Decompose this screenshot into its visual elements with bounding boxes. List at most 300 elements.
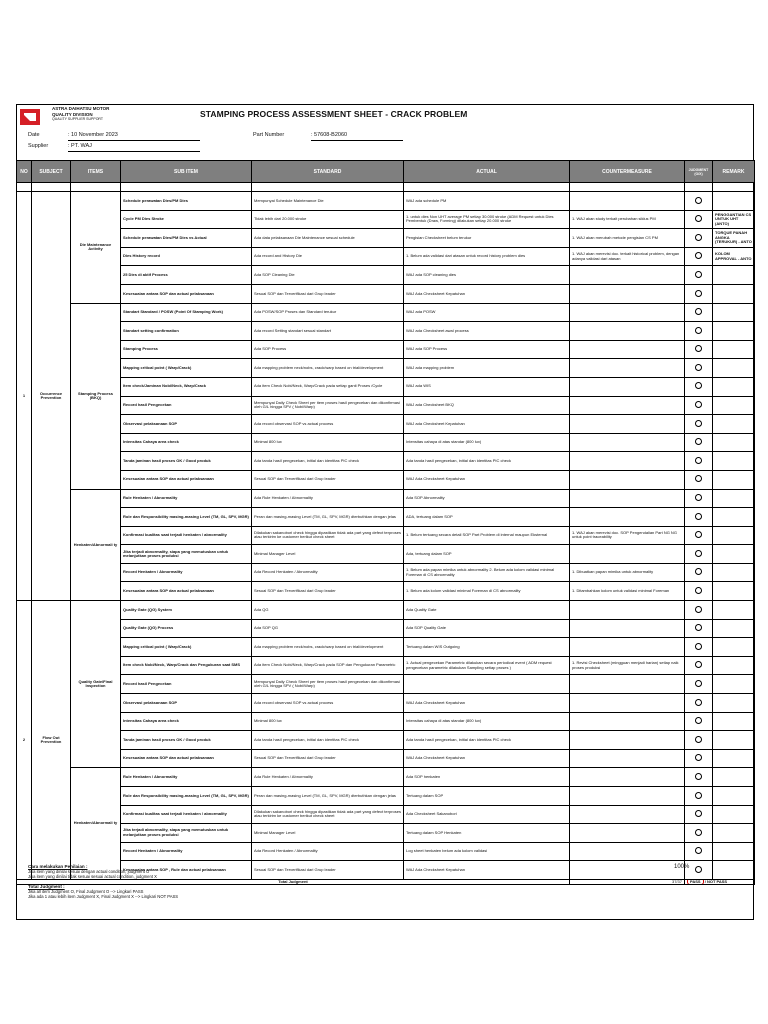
sub-item-cell: Tanda jaminan hasil proses OK / Good produk: [121, 452, 252, 471]
actual-cell: WAJ ada SOP cleaning dies: [404, 266, 570, 285]
table-row: [17, 377, 755, 396]
remark-cell: [713, 433, 755, 452]
countermeasure-cell: [570, 377, 685, 396]
standard-cell: Ada tanda hasil pengecekan, initial dan identitas PIC check: [252, 731, 404, 750]
countermeasure-cell: [570, 508, 685, 527]
standard-cell: Mempunyai Daily Check Sheet per item proses hasil pengecekan dan dikonfirmasi oleh G/L hingga SPV ( Nobi/Warp): [252, 675, 404, 694]
pass-separator: /: [703, 879, 707, 884]
total-judgment-label: Total Judgment: [17, 879, 570, 885]
actual-cell: 1. Actual pengecekan Parametric dilakukan secara periodical event ( ADM request pengecekan parametric dilakukan Sampling setiap proses ): [404, 656, 570, 675]
notes-line-2: Jika item yang dinilai tidak sesuai sesuai actual condition, judgment X: [28, 874, 157, 879]
total-score: 37/37: [570, 879, 685, 885]
col-subject: SUBJECT: [32, 161, 71, 183]
countermeasure-cell: [570, 303, 685, 322]
sub-item-cell: Role dan Responsibility masing-masing Level (TM, GL, SPV, MGR): [121, 508, 252, 527]
sub-item-cell: Kesesuaian antara SOP , Rule dan actual pelaksanaan: [121, 861, 252, 880]
countermeasure-cell: [570, 340, 685, 359]
judgment-circle-icon: [695, 866, 702, 873]
sub-item-cell: Standart setting confirmation: [121, 322, 252, 341]
remark-cell: [713, 805, 755, 824]
standard-cell: Ada data pelaksanaan Die Maintenance sesuai schedule: [252, 229, 404, 248]
judgment-circle-icon: [695, 197, 702, 204]
countermeasure-cell: 1. WAJ akan merevisi doc. SOP Pengendalian Part NG NG untuk point traceability: [570, 526, 685, 545]
remark-cell: [713, 377, 755, 396]
col-judgment: JUDGMENT (O/X): [685, 161, 713, 183]
countermeasure-cell: 1. WAJ akan merubah metode pengisian CS PM: [570, 229, 685, 248]
countermeasure-cell: [570, 359, 685, 378]
sub-item-cell: Jika terjadi abnormality, siapa yang memutuskan untuk melanjutkan proses produksi: [121, 545, 252, 564]
judgment-circle-icon: [695, 438, 702, 445]
table-row: [17, 470, 755, 489]
judgment-circle-icon: [695, 550, 702, 557]
standard-cell: Ada QG: [252, 601, 404, 620]
table-row: [17, 489, 755, 508]
judgment-cell: [685, 582, 713, 601]
company-section: QUALITY SUPPLIER SUPPORT: [52, 117, 104, 121]
table-row: [17, 303, 755, 322]
judgment-cell: [685, 415, 713, 434]
notes-total-title: Total Judgment :: [28, 884, 65, 889]
actual-cell: ADA, tertuang dalam SOP: [404, 508, 570, 527]
actual-cell: 1. Belum ada papan mimika untuk abnormality 2. Belum ada kolom validasi minimal Foreman di CS abnormality: [404, 563, 570, 582]
sub-item-cell: Kesesuaian antara SOP dan actual pelaksanaan: [121, 749, 252, 768]
judgment-circle-icon: [695, 531, 702, 538]
sub-item-cell: Rule Henkaten / Abnormality: [121, 768, 252, 787]
row-group-item: Henkaten/Abnormali ty: [71, 768, 121, 880]
pass-circled: PASS: [687, 879, 704, 885]
actual-cell: WAJ ada SOP Process: [404, 340, 570, 359]
col-no: NO: [17, 161, 32, 183]
judgment-circle-icon: [695, 680, 702, 687]
judgment-cell: [685, 359, 713, 378]
row-group-number: 2: [17, 601, 32, 880]
remark-cell: [713, 489, 755, 508]
countermeasure-cell: [570, 824, 685, 843]
judgment-cell: [685, 563, 713, 582]
standard-cell: Ada item Check Nobi/Neck, Warp/Crack pada SOP dan Pengukuran Parametric: [252, 656, 404, 675]
table-row: [17, 396, 755, 415]
sub-item-cell: Record Henkaten / Abnormality: [121, 563, 252, 582]
judgment-circle-icon: [695, 252, 702, 259]
standard-cell: Tidak lebih dari 20.000 stroke: [252, 210, 404, 229]
table-row: [17, 768, 755, 787]
judgment-cell: [685, 545, 713, 564]
part-number-value: : 57608-B2060: [311, 132, 348, 138]
sub-item-cell: Intensitas Cahaya area check: [121, 433, 252, 452]
judgment-circle-icon: [695, 606, 702, 613]
actual-cell: Ada, tertuang dalam SOP: [404, 545, 570, 564]
judgment-cell: [685, 508, 713, 527]
sub-item-cell: Kesesuaian antara SOP dan actual pelaksanaan: [121, 284, 252, 303]
actual-cell: Ada Quality Gate: [404, 601, 570, 620]
judgment-circle-icon: [695, 475, 702, 482]
sub-item-cell: Item check Nobi/Neck, Warp/Crack dan Pengukuran saat SMS: [121, 656, 252, 675]
remark-cell: PENGGANTIAN CS UNTUK UHT (ANTO): [713, 210, 755, 229]
table-row: [17, 322, 755, 341]
judgment-cell: [685, 712, 713, 731]
judgment-cell: [685, 824, 713, 843]
judgment-circle-icon: [695, 643, 702, 650]
notes-line-1: Jika item yang dinilai sesuai dengan actual condition, judgment O: [28, 869, 150, 874]
judgment-cell: [685, 638, 713, 657]
judgment-cell: [685, 303, 713, 322]
sub-item-cell: Observasi pelaksanaan SOP: [121, 694, 252, 713]
judgment-cell: [685, 210, 713, 229]
remark-cell: [713, 322, 755, 341]
remark-cell: TORQUE PANAH ANGKA (TERUKUR) - ANTO: [713, 229, 755, 248]
row-group-number: 1: [17, 192, 32, 601]
remark-cell: [713, 768, 755, 787]
table-body: [17, 192, 755, 880]
countermeasure-cell: [570, 266, 685, 285]
sub-item-cell: Schedule perawatan Dies/PM Dies vs Actual: [121, 229, 252, 248]
judgment-circle-icon: [695, 717, 702, 724]
remark-cell: KOLOM APPROVAL - ANTO: [713, 247, 755, 266]
standard-cell: Peran dan masing-masing Level (TM, GL, SPV, MGR) dterbuthkan dengan jelas: [252, 508, 404, 527]
actual-cell: WAJ Ada Checksheet Kepatuhan: [404, 694, 570, 713]
judgment-circle-icon: [695, 345, 702, 352]
table-row: [17, 415, 755, 434]
countermeasure-cell: [570, 192, 685, 211]
row-group-subject: Occurrence Prevention: [32, 192, 71, 601]
standard-cell: Sesuai SOP dan Terverifikasi dari Grup leader: [252, 284, 404, 303]
remark-cell: [713, 712, 755, 731]
sub-item-cell: Cycle PM Dies Stroke: [121, 210, 252, 229]
table-row: [17, 284, 755, 303]
judgment-cell: [685, 396, 713, 415]
remark-cell: [713, 340, 755, 359]
company-name: ASTRA DAIHATSU MOTOR: [52, 106, 110, 111]
judgment-cell: [685, 452, 713, 471]
countermeasure-cell: [570, 601, 685, 620]
judgment-cell: [685, 768, 713, 787]
actual-cell: WAJ ada WIS: [404, 377, 570, 396]
actual-cell: WAJ ada POSW: [404, 303, 570, 322]
actual-cell: Ada SOP henkaten: [404, 768, 570, 787]
sub-item-cell: Konfirmasi kualitas saat terjadi henkaten / abnormality: [121, 526, 252, 545]
countermeasure-cell: [570, 452, 685, 471]
judgment-cell: [685, 731, 713, 750]
table-row: [17, 712, 755, 731]
remark-cell: [713, 731, 755, 750]
actual-cell: Ada Checksheet Sakanobori: [404, 805, 570, 824]
actual-cell: 1. Belum ada validasi dari atasan untuk record history problem dies: [404, 247, 570, 266]
sub-item-cell: Konfirmasi kualitas saat terjadi henkaten / abnormality: [121, 805, 252, 824]
assessment-notes: [28, 864, 178, 899]
standard-cell: Ada record observasi SOP vs actual process: [252, 694, 404, 713]
judgment-circle-icon: [695, 568, 702, 575]
standard-cell: Ada mapping problem neck/nobs, crack/warp based on trial/development: [252, 359, 404, 378]
countermeasure-cell: [570, 694, 685, 713]
judgment-cell: [685, 805, 713, 824]
standard-cell: Ada record Setting standart sesuai standart: [252, 322, 404, 341]
part-number-row: [253, 132, 347, 138]
sub-item-cell: Tanda jaminan hasil proses OK / Good produk: [121, 731, 252, 750]
countermeasure-cell: [570, 396, 685, 415]
sub-item-cell: Kesesuaian antara SOP dan actual pelaksanaan: [121, 470, 252, 489]
judgment-circle-icon: [695, 513, 702, 520]
supplier-row: [28, 143, 92, 149]
actual-cell: WAJ Ada Checksheet Kepatuhan: [404, 470, 570, 489]
actual-cell: WAJ ada Checksheet Kepatuhan: [404, 415, 570, 434]
judgment-circle-icon: [695, 494, 702, 501]
judgment-circle-icon: [695, 364, 702, 371]
col-standard: STANDARD: [252, 161, 404, 183]
judgment-cell: [685, 284, 713, 303]
judgment-cell: [685, 229, 713, 248]
judgment-circle-icon: [695, 773, 702, 780]
standard-cell: Ada POSW/SOP Proses dan Standard terukur: [252, 303, 404, 322]
judgment-circle-icon: [695, 699, 702, 706]
date-underline: [68, 140, 200, 141]
judgment-cell: [685, 489, 713, 508]
remark-cell: [713, 508, 755, 527]
remark-cell: [713, 452, 755, 471]
judgment-circle-icon: [695, 271, 702, 278]
countermeasure-cell: [570, 805, 685, 824]
judgment-circle-icon: [695, 829, 702, 836]
standard-cell: Sesuai SOP dan Terverifikasi dari Grup leader: [252, 582, 404, 601]
judgment-circle-icon: [695, 401, 702, 408]
actual-cell: WAJ ada Checksheet BKQ: [404, 396, 570, 415]
remark-cell: [713, 619, 755, 638]
judgment-cell: [685, 433, 713, 452]
countermeasure-cell: 1. Revisi Checksheet (mingguan menjadi harian) setiap naik proses produksi: [570, 656, 685, 675]
standard-cell: Ada mapping problem neck/nobs, crack/warp based on trial/development: [252, 638, 404, 657]
row-group-item: Die Maintenance Activity: [71, 192, 121, 304]
actual-cell: Tertuang dalam SOP: [404, 787, 570, 806]
countermeasure-cell: [570, 675, 685, 694]
countermeasure-cell: 1. Ditambahkan kolom untuk validasi minimal Foreman: [570, 582, 685, 601]
remark-cell: [713, 582, 755, 601]
judgment-circle-icon: [695, 420, 702, 427]
remark-cell: [713, 545, 755, 564]
standard-cell: Ada Record Henkaten / Abnormality: [252, 563, 404, 582]
table-row: [17, 359, 755, 378]
part-number-label: Part Number: [253, 132, 285, 138]
remark-cell: [713, 563, 755, 582]
judgment-cell: [685, 749, 713, 768]
sub-item-cell: Jika terjadi abnormality, siapa yang memutuskan untuk melanjutkan proses produksi: [121, 824, 252, 843]
countermeasure-cell: [570, 638, 685, 657]
sub-item-cell: Stamping Process: [121, 340, 252, 359]
actual-cell: Log sheet henkaten belum ada kolom validasi: [404, 842, 570, 861]
countermeasure-cell: [570, 433, 685, 452]
actual-cell: Pengisian Checksheet belum terukur: [404, 229, 570, 248]
standard-cell: Ada record observasi SOP vs actual process: [252, 415, 404, 434]
countermeasure-cell: [570, 415, 685, 434]
actual-cell: 1. Belum ada kolom validasi minimal Foreman di CS abnormality: [404, 582, 570, 601]
table-row: [17, 805, 755, 824]
countermeasure-cell: 1. WAJ akan study terkait perubahan siklus PM: [570, 210, 685, 229]
company-division: QUALITY DIVISION: [52, 111, 93, 117]
judgment-cell: [685, 526, 713, 545]
countermeasure-cell: [570, 712, 685, 731]
notes-title: Cara melakukan Penilaian :: [28, 864, 88, 869]
sub-item-cell: Record hasil Pengecekan: [121, 675, 252, 694]
countermeasure-cell: [570, 861, 685, 880]
table-row: [17, 619, 755, 638]
standard-cell: Dilakukan sakanobori check hingga dipastikan tidak ada part yang defect terproses atau terkirim ke customer berikut check sheet: [252, 526, 404, 545]
judgment-cell: [685, 619, 713, 638]
remark-cell: [713, 675, 755, 694]
judgment-cell: [685, 694, 713, 713]
judgment-circle-icon: [695, 308, 702, 315]
remark-cell: [713, 470, 755, 489]
row-group-subject: Flow Out Prevention: [32, 601, 71, 880]
standard-cell: Dilakukan sakanobori check hingga dipastikan tidak ada part yang defect terproses atau terkirim ke customer berikut check sheet: [252, 805, 404, 824]
date-row: [28, 132, 118, 138]
actual-cell: WAJ ada Checksheet awal process: [404, 322, 570, 341]
sub-item-cell: Item check/Jaminan Nobi/Neck, Warp/Crack: [121, 377, 252, 396]
sub-item-cell: Intensitas Cahaya area check: [121, 712, 252, 731]
table-row: [17, 601, 755, 620]
countermeasure-cell: [570, 284, 685, 303]
countermeasure-cell: 1. WAJ akan merevisi doc. terkait historical problem, dengan adanya validasi dari atasan: [570, 247, 685, 266]
sub-item-cell: Role dan Responsibility masing-masing Level (TM, GL, SPV, MGR): [121, 787, 252, 806]
standard-cell: Sesuai SOP dan Terverifikasi dari Grup leader: [252, 861, 404, 880]
judgment-circle-icon: [695, 215, 702, 222]
remark-cell: [713, 526, 755, 545]
judgment-cell: [685, 340, 713, 359]
table-row: [17, 192, 755, 211]
sub-item-cell: Rule Henkaten / Abnormality: [121, 489, 252, 508]
remark-cell: [713, 266, 755, 285]
standard-cell: Minimal 800 lux: [252, 433, 404, 452]
table-row: [17, 247, 755, 266]
table-row: [17, 433, 755, 452]
standard-cell: Ada tanda hasil pengecekan, initial dan identitas PIC check: [252, 452, 404, 471]
col-actual: ACTUAL: [404, 161, 570, 183]
judgment-circle-icon: [695, 327, 702, 334]
col-items: ITEMS: [71, 161, 121, 183]
judgment-cell: [685, 842, 713, 861]
sub-item-cell: Dies History record: [121, 247, 252, 266]
standard-cell: Ada Rule Henkaten / Abnormality: [252, 489, 404, 508]
table-header-row: [17, 161, 755, 183]
judgment-cell: [685, 601, 713, 620]
row-group-item: Stamping Process (BKQ): [71, 303, 121, 489]
notes-line-3: Jika all item Judgment O, Final Judgment O --> Lingkari PASS: [28, 889, 144, 894]
sub-item-cell: Record hasil Pengecekan: [121, 396, 252, 415]
supplier-value: : PT. WAJ: [68, 143, 92, 149]
table-row: [17, 787, 755, 806]
sub-item-cell: Kesesuaian antara SOP dan actual pelaksanaan: [121, 582, 252, 601]
standard-cell: Ada Rule Henkaten / Abnormality: [252, 768, 404, 787]
row-group-item: Henkaten/Abnormali ty: [71, 489, 121, 601]
table-row: [17, 266, 755, 285]
sub-item-cell: Mapping critical point ( Warp/Crack): [121, 359, 252, 378]
table-row: [17, 526, 755, 545]
actual-cell: WAJ Ada Checksheet Kepatuhan: [404, 861, 570, 880]
judgment-cell: [685, 247, 713, 266]
judgment-cell: [685, 266, 713, 285]
countermeasure-cell: [570, 489, 685, 508]
actual-cell: [404, 675, 570, 694]
remark-cell: [713, 601, 755, 620]
judgment-circle-icon: [695, 661, 702, 668]
actual-cell: WAJ Ada Checksheet Kepatuhan: [404, 749, 570, 768]
actual-cell: Ada SOP Abnormality: [404, 489, 570, 508]
judgment-circle-icon: [695, 810, 702, 817]
actual-cell: WAJ ada schedule PM: [404, 192, 570, 211]
standard-cell: Sesuai SOP dan Terverifikasi dari Grup leader: [252, 470, 404, 489]
standard-cell: Ada SOP Process: [252, 340, 404, 359]
countermeasure-cell: [570, 731, 685, 750]
countermeasure-cell: 1. Dibuatkan papan mimika untuk abnormality: [570, 563, 685, 582]
table-row: [17, 638, 755, 657]
actual-cell: WAJ Ada Checksheet Kepatuhan: [404, 284, 570, 303]
col-sub-item: SUB ITEM: [121, 161, 252, 183]
not-pass-label: NOT PASS: [706, 879, 728, 884]
actual-cell: Tertuang dalam SOP Henkaten: [404, 824, 570, 843]
judgment-circle-icon: [695, 234, 702, 241]
table-row: [17, 582, 755, 601]
page-title: STAMPING PROCESS ASSESSMENT SHEET - CRACK PROBLEM: [200, 109, 468, 119]
standard-cell: Minimal 800 lux: [252, 712, 404, 731]
judgment-cell: [685, 470, 713, 489]
judgment-circle-icon: [695, 736, 702, 743]
remark-cell: [713, 787, 755, 806]
pass-status: [685, 879, 755, 885]
table-row: [17, 749, 755, 768]
actual-cell: Ada tanda hasil pengecekan, initial dan identitas PIC check: [404, 452, 570, 471]
remark-cell: [713, 656, 755, 675]
table-row: [17, 842, 755, 861]
standard-cell: Ada SOP Cleaning Die: [252, 266, 404, 285]
standard-cell: Minimal Manager Level: [252, 824, 404, 843]
standard-cell: Ada record and History Die: [252, 247, 404, 266]
judgment-cell: [685, 377, 713, 396]
judgment-circle-icon: [695, 624, 702, 631]
row-group-item: Quality Gate/Final Inspection: [71, 601, 121, 768]
countermeasure-cell: [570, 842, 685, 861]
sub-item-cell: Record Henkaten / Abnormality: [121, 842, 252, 861]
countermeasure-cell: [570, 619, 685, 638]
supplier-label: Supplier: [28, 143, 49, 149]
standard-cell: Sesuai SOP dan Terverifikasi dari Grup leader: [252, 749, 404, 768]
judgment-circle-icon: [695, 457, 702, 464]
actual-cell: WAJ ada mapping problem: [404, 359, 570, 378]
table-row: [17, 824, 755, 843]
remark-cell: [713, 359, 755, 378]
standard-cell: Mempunyai Daily Check Sheet per item proses hasil pengecekan dan dikonfirmasi oleh G/L hingga SPV ( Nobi/Warp): [252, 396, 404, 415]
actual-cell: Ada tanda hasil pengecekan, initial dan identitas PIC check: [404, 731, 570, 750]
standard-cell: Minimal Manager Level: [252, 545, 404, 564]
judgment-circle-icon: [695, 754, 702, 761]
date-value: : 10 November 2023: [68, 132, 118, 138]
total-percent: 100%: [674, 864, 690, 870]
judgment-circle-icon: [695, 847, 702, 854]
remark-cell: [713, 842, 755, 861]
table-row: [17, 563, 755, 582]
countermeasure-cell: [570, 768, 685, 787]
sub-item-cell: Quality Gate (QG) System: [121, 601, 252, 620]
supplier-underline: [68, 151, 200, 152]
table-row: [17, 340, 755, 359]
header-spacer-row: [17, 183, 755, 192]
judgment-cell: [685, 656, 713, 675]
table-row: [17, 229, 755, 248]
countermeasure-cell: [570, 787, 685, 806]
standard-cell: Peran dan masing-masing Level (TM, GL, SPV, MGR) dterbuthkan dengan jelas: [252, 787, 404, 806]
judgment-circle-icon: [695, 382, 702, 389]
sub-item-cell: Mapping critical point ( Warp/Crack): [121, 638, 252, 657]
col-remark: REMARK: [713, 161, 755, 183]
remark-cell: [713, 861, 755, 880]
notes-line-4: Jika ada 1 atau lebih item Judgment X, Final Judgment X --> Lingkari NOT PASS: [28, 894, 179, 899]
company-block: [52, 106, 109, 123]
